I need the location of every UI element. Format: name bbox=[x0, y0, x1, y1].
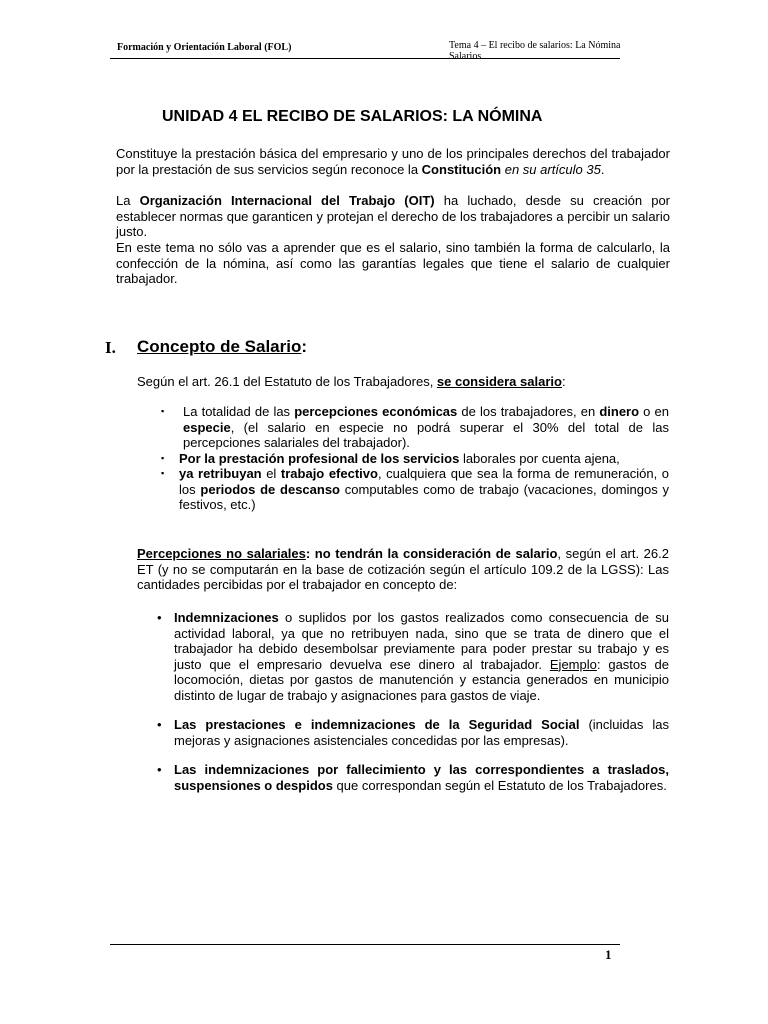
page-number: 1 bbox=[605, 947, 612, 962]
intro-paragraph-2: La Organización Internacional del Trabajo (OIT) ha luchado, desde su creación por establecer normas que garanticen y protejan el derecho de los trabajadores a percibir un salario justo. bbox=[116, 193, 671, 239]
header-left: Formación y Orientación Laboral (FOL) bbox=[117, 42, 292, 53]
header-right-line2: Salarios bbox=[449, 51, 482, 62]
section-title: Concepto de Salario: bbox=[137, 337, 308, 356]
list-item: ▪ ya retribuyan el trabajo efectivo, cualquiera que sea la forma de remuneración, o los periodos de descanso computables como de trabajo (vacaciones, domingos y festivos, etc.) bbox=[161, 466, 669, 512]
list-item: • Las indemnizaciones por fallecimiento y las correspondientes a traslados, suspensiones o despidos que correspondan según el Estatuto de los Trabajadores. bbox=[157, 762, 669, 793]
header-right bbox=[449, 40, 624, 62]
header-divider bbox=[110, 58, 620, 59]
salary-criteria-list bbox=[161, 404, 669, 513]
square-bullet-icon: ▪ bbox=[161, 406, 165, 416]
bullet-icon: • bbox=[157, 762, 162, 777]
list-item: ▪ La totalidad de las percepciones económicas de los trabajadores, en dinero o en especie, (el salario en especie no podrá superar el 30% del total de las percepciones salariales del trabajador). bbox=[161, 404, 669, 450]
square-bullet-icon: ▪ bbox=[161, 468, 165, 478]
document-title: UNIDAD 4 EL RECIBO DE SALARIOS: LA NÓMINA bbox=[162, 108, 543, 125]
salary-definition-lead: Según el art. 26.1 del Estatuto de los Trabajadores, se considera salario: bbox=[137, 374, 566, 389]
intro-paragraph-1: Constituye la prestación básica del empresario y uno de los principales derechos del trabajador por la prestación de sus servicios según reconoce la Constitución en su artículo 35. bbox=[116, 146, 670, 177]
square-bullet-icon: ▪ bbox=[161, 452, 165, 463]
bullet-icon: • bbox=[157, 717, 162, 732]
header-right-line1: Tema 4 – El recibo de salarios: La Nómina bbox=[449, 40, 621, 51]
non-salary-list bbox=[157, 610, 669, 793]
intro-paragraph-3: En este tema no sólo vas a aprender que es el salario, sino también la forma de calcularlo, la confección de la nómina, así como las garantías legales que tiene el salario de cualquier trabajador. bbox=[116, 240, 670, 286]
list-item: ▪ Por la prestación profesional de los servicios laborales por cuenta ajena, bbox=[161, 450, 620, 466]
section-number: I. bbox=[105, 338, 116, 357]
list-item: • Indemnizaciones o suplidos por los gastos realizados como consecuencia de su actividad laboral, ya que no retribuyen nada, sino que se trata de dinero que el trabajador ha debido desembolsar previamente para poder prestar su trabajo y es justo que el empresario devuelva ese dinero al trabajador. Ejemplo: gastos de locomoción, dietas por gastos de manutención y estancia generados en municipio distinto de lugar de trabajo y asignaciones para gastos de viaje. bbox=[157, 610, 669, 703]
non-salary-paragraph: Percepciones no salariales: no tendrán la consideración de salario, según el art. 26.2 ET (y no se computarán en la base de cotización según el artículo 109.2 de la LGSS): Las cantidades percibidas por el trabajador en concepto de: bbox=[137, 546, 669, 592]
list-item: • Las prestaciones e indemnizaciones de la Seguridad Social (incluidas las mejoras y asignaciones asistenciales concedidas por las empresas). bbox=[157, 717, 669, 748]
footer-divider bbox=[110, 944, 620, 945]
bullet-icon: • bbox=[157, 610, 162, 625]
